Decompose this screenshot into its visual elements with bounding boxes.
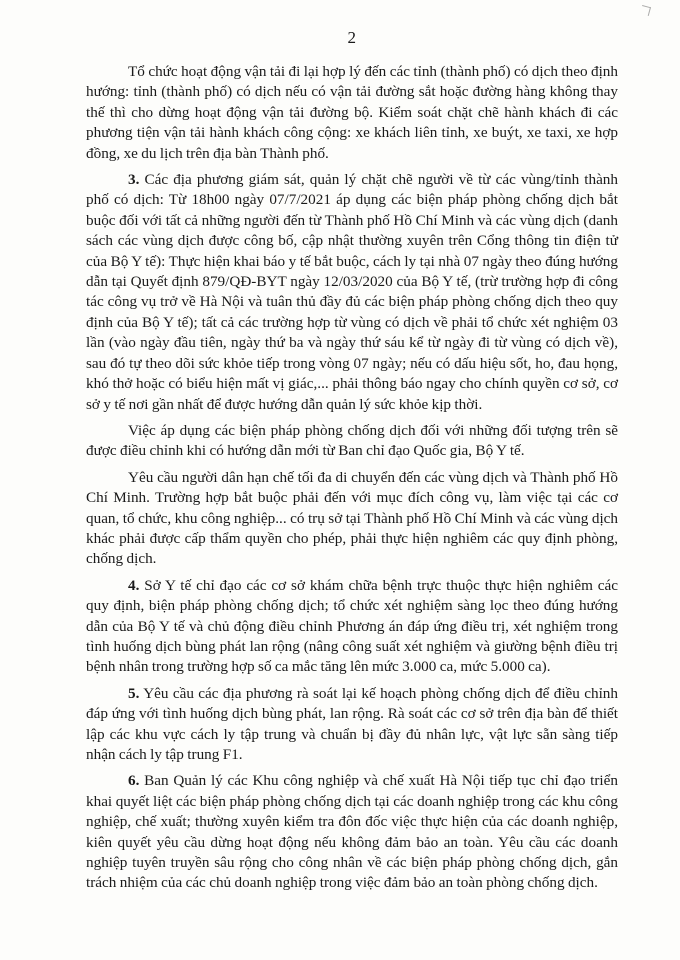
item-number: 6. — [128, 772, 140, 790]
paragraph-transport — [86, 62, 618, 164]
page-number: 2 — [347, 28, 357, 47]
item-number: 3. — [128, 171, 140, 189]
item-number: 4. — [128, 576, 140, 594]
paragraph-text: Các địa phương giám sát, quản lý chặt chẽ người về từ các vùng/tỉnh thành phố có dịch: Từ 18h00 ngày 07/7/2021 áp dụng các biện pháp phòng chống dịch bắt buộc đối với tất cả những người đến từ Thành phố Hồ Chí Minh và các vùng dịch (danh sách các vùng dịch được công bố, cập nhật thường xuyên trên Cổng thông tin điện tử của Bộ Y tế): Thực hiện khai báo y tế bắt buộc, cách ly tại nhà 07 ngày theo đúng hướng dẫn tại Quyết định 879/QĐ-BYT ngày 12/03/2020 của Bộ Y tế, (trừ trường hợp đi công tác công vụ trở về Hà Nội và tuân thủ đầy đủ các biện pháp phòng chống dịch theo quy định của Bộ Y tế); tất cả các trường hợp từ vùng có dịch về phải tổ chức xét nghiệm 03 lần (vào ngày đầu tiên, ngày thứ ba và ngày thứ sáu kể từ ngày đi từ vùng có dịch về), sau đó tự theo dõi sức khỏe tiếp trong vòng 07 ngày; nếu có dấu hiệu sốt, ho, đau họng, khó thở hoặc có biểu hiện mất vị giác,... phải thông báo ngay cho chính quyền cơ sở, cơ sở y tế nơi gần nhất để được hướng dẫn quản lý sức khỏe kịp thời. — [86, 171, 618, 413]
paragraph-text: Sở Y tế chỉ đạo các cơ sở khám chữa bệnh trực thuộc thực hiện nghiêm các quy định, biện pháp phòng chống dịch; tổ chức xét nghiệm sàng lọc theo đúng hướng dẫn của Bộ Y tế và chủ động điều chỉnh Phương án đáp ứng điều trị, xét nghiệm trong tình huống dịch bùng phát lan rộng (nâng công suất xét nghiệm và giường bệnh điều trị bệnh nhân trong trường hợp số ca mắc tăng lên mức 3.000 ca, mức 5.000 ca). — [86, 576, 618, 676]
paragraph-item-3 — [86, 170, 618, 415]
paragraph-adjustment — [86, 421, 618, 462]
paragraph-travel-restriction — [86, 468, 618, 570]
paragraph-text: Việc áp dụng các biện pháp phòng chống dịch đối với những đối tượng trên sẽ được điều chỉnh khi có hướng dẫn mới từ Ban chỉ đạo Quốc gia, Bộ Y tế. — [86, 421, 618, 460]
paragraph-item-4 — [86, 576, 618, 678]
item-number: 5. — [128, 684, 140, 702]
paragraph-item-6 — [86, 771, 618, 893]
paragraph-item-5 — [86, 684, 618, 766]
paragraph-text: Yêu cầu các địa phương rà soát lại kế hoạch phòng chống dịch để điều chỉnh đáp ứng với tình huống dịch bùng phát, lan rộng. Rà soát các cơ sở trên địa bàn để thiết lập các khu vực cách ly tập trung và chuẩn bị đầy đủ nhân lực, vật lực sẵn sàng tiếp nhận cách ly tập trung F1. — [86, 684, 618, 763]
corner-mark — [640, 5, 651, 16]
paragraph-text: Tổ chức hoạt động vận tải đi lại hợp lý đến các tỉnh (thành phố) có dịch theo định hướng: tỉnh (thành phố) có dịch nếu có vận tải đường sắt hoặc đường hàng không thay thế thì cho dừng hoạt động vận tải đường bộ. Kiểm soát chặt chẽ hành khách đi các phương tiện vận tải hành khách công cộng: xe khách liên tỉnh, xe buýt, xe taxi, xe hợp đồng, xe du lịch trên địa bàn Thành phố. — [86, 63, 618, 162]
paragraph-text: Yêu cầu người dân hạn chế tối đa di chuyển đến các vùng dịch và Thành phố Hồ Chí Minh. Trường hợp bắt buộc phải đến với mục đích công vụ, làm việc tại các cơ quan, tổ chức, khu công nghiệp... có trụ sở tại Thành phố Hồ Chí Minh và các vùng dịch khác phải được cấp thẩm quyền cho phép, phải thực hiện nghiêm các quy định phòng, chống dịch. — [86, 468, 618, 568]
paragraph-text: Ban Quản lý các Khu công nghiệp và chế xuất Hà Nội tiếp tục chỉ đạo triển khai quyết liệt các biện pháp phòng chống dịch tại các doanh nghiệp trong các khu công nghiệp, chế xuất; thường xuyên kiểm tra đôn đốc việc thực hiện của các doanh nghiệp, kiên quyết yêu cầu dừng hoạt động nếu không đảm bảo an toàn. Yêu cầu các doanh nghiệp tuyên truyền sâu rộng cho công nhân về các biện pháp phòng chống dịch, gắn trách nhiệm của các chủ doanh nghiệp trong việc đảm bảo an toàn phòng chống dịch. — [86, 772, 618, 892]
